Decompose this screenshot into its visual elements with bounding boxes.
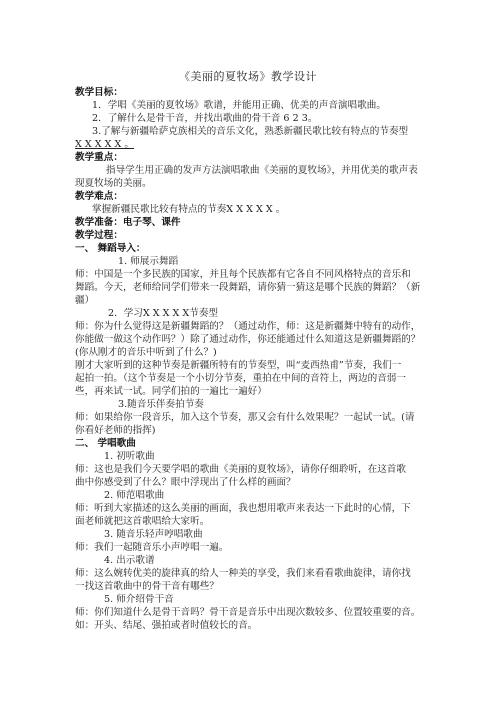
paragraph-line: 舞蹈。今天，老师给同学们带来一段舞蹈，请你猜一猜这是哪个民族的舞蹈？（新	[75, 282, 421, 293]
section-learn-song: 二、 学唱歌曲	[75, 438, 136, 449]
paragraph-line: 你看好老师的指挥)	[75, 425, 156, 436]
paragraph-line: 刚才大家听到的这种节奏是新疆所特有的节奏型，叫“麦西热甫”节奏，我们一	[75, 360, 402, 371]
paragraph-line: 师：我们一起随音乐小声哼唱一遍。	[75, 542, 229, 553]
paragraph-line: 疆）	[75, 295, 95, 306]
heading-preparation: 教学准备：电子琴、课件	[75, 217, 181, 228]
paragraph-line: 师：你们知道什么是骨干音吗？骨干音是音乐中出现次数较多、位置较重要的音。	[75, 607, 421, 618]
step-3-hum: 3. 随音乐轻声哼唱歌曲	[104, 529, 203, 540]
step-4-score: 4. 出示歌谱	[104, 555, 155, 566]
step-1-listen: 1. 初听歌曲	[104, 451, 155, 462]
step-2-rhythm: 2．学习X X X X X节奏型	[108, 308, 219, 319]
paragraph-line: 师：这么婉转优美的旋律真的给人一种美的享受，我们来看看歌曲旋律，请你找	[75, 568, 411, 579]
heading-difficulties: 教学难点：	[75, 191, 123, 202]
key-points-text: 指导学生用正确的发声方法演唱歌曲《美丽的夏牧场》，并用优美的歌声表	[106, 165, 418, 176]
paragraph-line: 如：开头、结尾、强拍或者时值较长的音。	[75, 620, 258, 631]
step-5-skeleton-notes: 5. 师介绍骨干音	[104, 594, 174, 605]
objective-2: 2．了解什么是骨干音，并找出歌曲的骨干音 6 2 3。	[92, 113, 318, 124]
objective-1: 1．学唱《美丽的夏牧场》歌谱，并能用正确、优美的声音演唱歌曲。	[92, 100, 386, 111]
paragraph-line: 师：听到大家描述的这么美丽的画面，我也想用歌声来表达一下此时的心情，下	[75, 503, 411, 514]
paragraph-line: 曲中你感受到了什么？眼中浮现出了什么样的画面？	[75, 477, 296, 488]
paragraph-line: 起拍一拍。（这个节奏是一个小切分节奏，重拍在中间的音符上，两边的音弱一	[75, 373, 406, 384]
heading-process: 教学过程：	[75, 230, 123, 241]
difficulties-text: 掌握新疆民歌比较有特点的节奏X X X X X 。	[92, 204, 286, 215]
objective-3: 3.了解与新疆哈萨克族相关的音乐文化，熟悉新疆民歌比较有特点的节奏型	[92, 126, 409, 137]
rhythm-notation: X X X X X 。	[75, 139, 134, 150]
step-1-dance: 1. 师展示舞蹈	[118, 256, 179, 267]
step-2-demo: 2. 师范唱歌曲	[104, 490, 165, 501]
paragraph-line: 些，再来试一试。同学们拍的一遍比一遍好）	[75, 386, 267, 397]
heading-objectives: 教学目标：	[75, 87, 123, 98]
step-3-accompaniment: 3.随音乐伴奏拍节奏	[118, 399, 204, 410]
paragraph-line: (你从刚才的音乐中听到了什么？)	[75, 347, 217, 358]
paragraph-line: 你能做一做这个动作吗？）除了通过动作，你还能通过什么知道这是新疆舞蹈的？	[75, 334, 421, 345]
section-dance-intro: 一、 舞蹈导入：	[75, 243, 146, 254]
paragraph-line: 师：中国是一个多民族的国家，并且每个民族都有它各自不同风格特点的音乐和	[75, 269, 411, 280]
paragraph-line: 面老师就把这首歌唱给大家听。	[75, 516, 210, 527]
heading-key-points: 教学重点：	[75, 152, 123, 163]
paragraph-line: 师：这也是我们今天要学唱的歌曲《美丽的夏牧场》，请你仔细聆听，在这首歌	[75, 464, 406, 475]
paragraph-line: 一找这首歌曲中的骨干音有哪些？	[75, 581, 219, 592]
paragraph-line: 师：你为什么觉得这是新疆舞蹈的？（通过动作，师：这是新疆舞中特有的动作，	[75, 321, 421, 332]
paragraph-line: 师：如果给你一段音乐，加入这个节奏，那又会有什么效果呢？一起试一试。(请	[75, 412, 415, 423]
document-title: 《美丽的夏牧场》教学设计	[179, 70, 317, 83]
key-points-text-cont: 现夏牧场的美丽。	[75, 178, 152, 189]
